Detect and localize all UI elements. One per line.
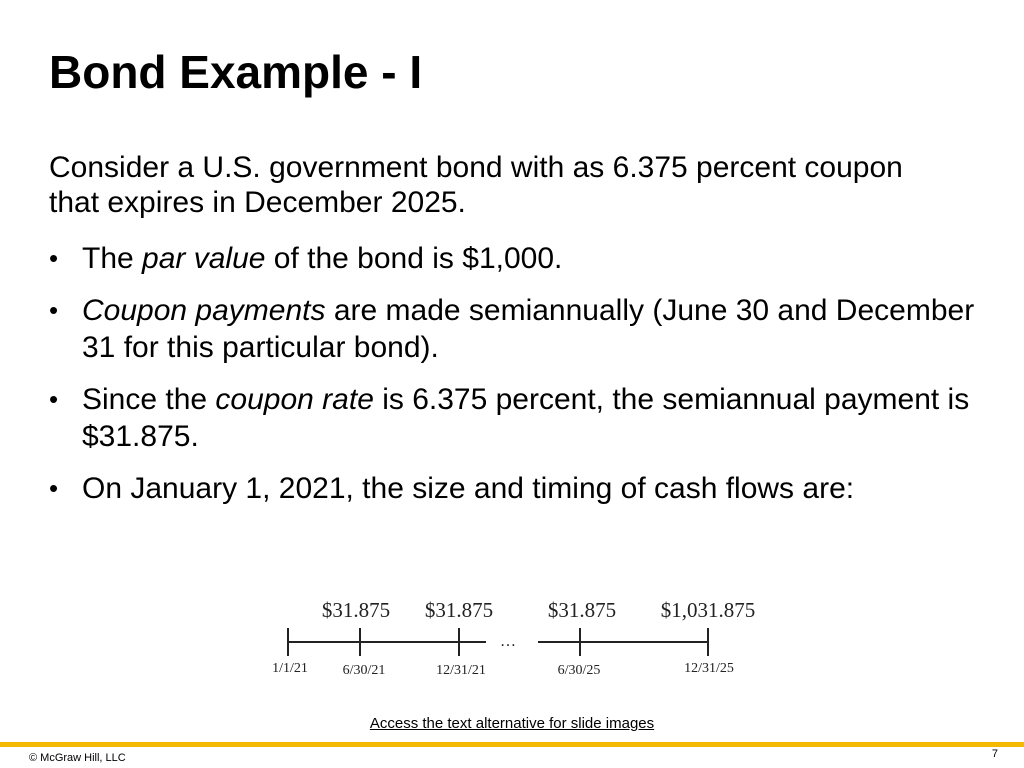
bullet-item-cash-flows bbox=[49, 470, 979, 507]
bullet-text-post: are made semiannually (June 30 and December 31 for this particular bond). bbox=[82, 294, 975, 364]
amount-label-1: $31.875 bbox=[321, 598, 391, 622]
bullet-item-coupon-payments bbox=[49, 292, 979, 366]
bullet-marker: • bbox=[49, 295, 59, 325]
amount-label-3: $31.875 bbox=[547, 598, 617, 622]
bullet-item-coupon-rate bbox=[49, 381, 979, 455]
bullet-text-post: of the bond is $1,000. bbox=[265, 242, 563, 275]
footer-accent-bar bbox=[0, 742, 1024, 747]
amount-label-final: $1,031.875 bbox=[660, 598, 756, 622]
date-label-5: 12/31/25 bbox=[684, 661, 734, 676]
bullet-list bbox=[49, 240, 979, 522]
bullet-text-pre: On January 1, 2021, the size and timing of cash flows are: bbox=[82, 472, 855, 505]
intro-paragraph: Consider a U.S. government bond with as 6.375 percent coupon that expires in December 2025. bbox=[49, 151, 903, 219]
bullet-marker: • bbox=[49, 384, 59, 414]
date-label-4: 6/30/25 bbox=[557, 663, 601, 678]
amount-label-2: $31.875 bbox=[424, 598, 494, 622]
bullet-text-pre: Since the bbox=[82, 383, 216, 416]
cash-flow-timeline bbox=[268, 590, 768, 685]
date-label-3: 12/31/21 bbox=[436, 663, 486, 678]
date-label-1: 1/1/21 bbox=[272, 661, 308, 676]
bullet-marker: • bbox=[49, 243, 59, 273]
bullet-text-emphasis: coupon rate bbox=[215, 383, 374, 416]
footer-copyright: © McGraw Hill, LLC bbox=[29, 752, 126, 764]
bullet-item-par-value bbox=[49, 240, 979, 277]
bullet-text-post: is 6.375 percent, the semiannual payment is $31.875. bbox=[82, 383, 970, 453]
bullet-text-emphasis: par value bbox=[142, 242, 266, 275]
date-label-2: 6/30/21 bbox=[342, 663, 386, 678]
slide-title: Bond Example - I bbox=[49, 46, 423, 98]
bullet-text-pre: The bbox=[82, 242, 143, 275]
timeline-ellipsis: … bbox=[500, 633, 516, 650]
bullet-text-emphasis: Coupon payments bbox=[82, 294, 326, 327]
bullet-marker: • bbox=[49, 473, 59, 503]
alt-text-link[interactable]: Access the text alternative for slide images bbox=[369, 715, 655, 732]
page-number: 7 bbox=[991, 748, 998, 760]
